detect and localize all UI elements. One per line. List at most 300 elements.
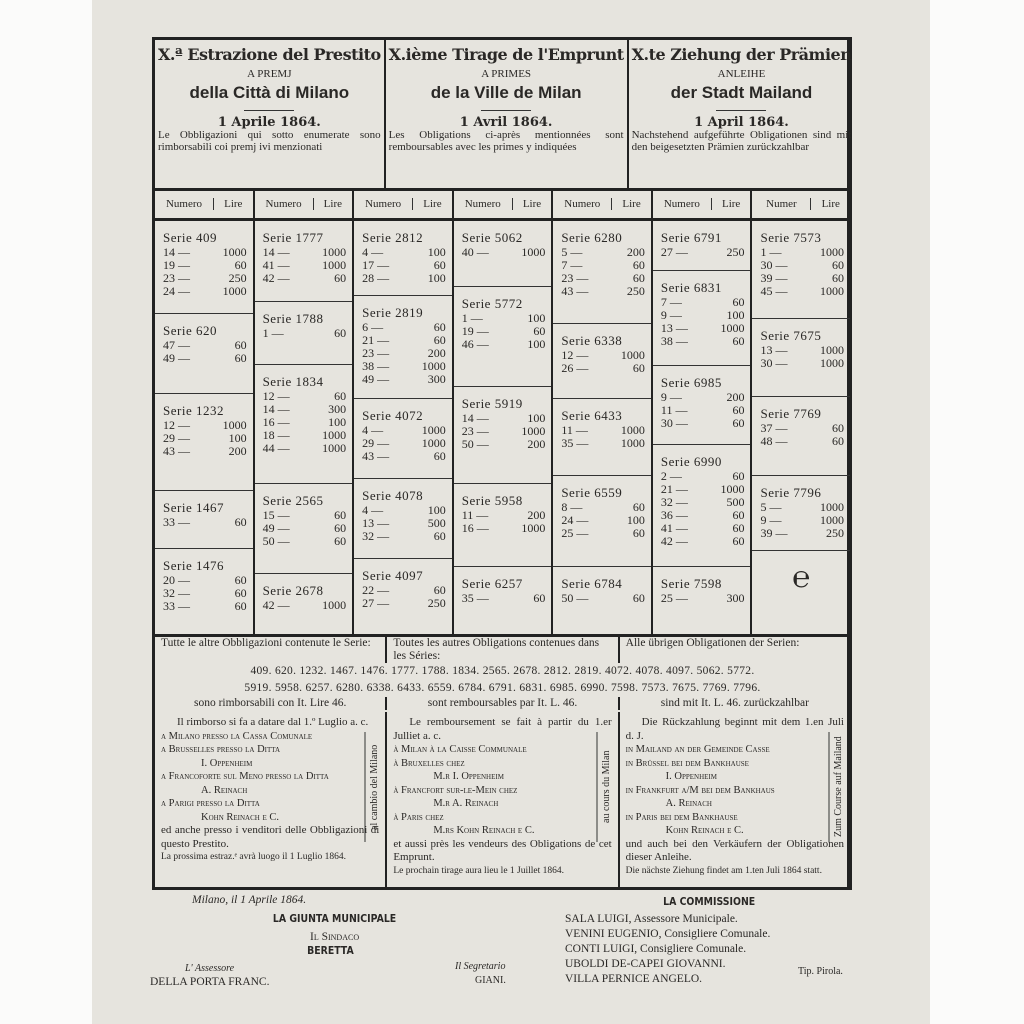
sindaco-name: BERETTA bbox=[307, 944, 354, 957]
bond-number: 38 — bbox=[660, 334, 688, 348]
series-group bbox=[653, 445, 751, 567]
series-group bbox=[752, 397, 850, 476]
payment-location: a Brusselles presso la Ditta bbox=[161, 744, 281, 755]
prize-amount: 60 bbox=[234, 586, 247, 600]
prize-amount: 100 bbox=[527, 311, 546, 325]
bond-number: 29 — bbox=[163, 431, 190, 445]
table-column bbox=[255, 190, 355, 634]
bond-number: 49 — bbox=[163, 351, 190, 365]
payment-location: à Milan à la Caisse Communale bbox=[393, 744, 527, 755]
header-title: X.ª Estrazione del Prestito bbox=[158, 45, 381, 64]
bond-number: 37 — bbox=[760, 421, 788, 435]
series-name: Serie 1777 bbox=[262, 230, 324, 245]
prize-amount: 200 bbox=[726, 390, 745, 404]
prize-amount: 60 bbox=[234, 515, 247, 529]
bond-number: 15 — bbox=[262, 508, 290, 522]
prize-amount: 100 bbox=[427, 503, 446, 517]
bond-number: 32 — bbox=[660, 495, 688, 509]
bond-number: 4 — bbox=[362, 503, 384, 517]
prize-amount: 200 bbox=[626, 245, 645, 259]
bond-number: 23 — bbox=[163, 271, 190, 285]
prize-row bbox=[661, 592, 745, 605]
prize-amount: 60 bbox=[732, 334, 745, 348]
prize-amount: 60 bbox=[732, 416, 745, 430]
prize-amount: 60 bbox=[234, 573, 247, 587]
bond-number: 42 — bbox=[660, 534, 688, 548]
bond-number: 32 — bbox=[362, 529, 390, 543]
series-group bbox=[454, 221, 552, 287]
prize-row bbox=[760, 435, 844, 448]
commission-member: VENINI EUGENIO, Consigliere Comunale. bbox=[565, 928, 771, 940]
series-group bbox=[553, 399, 651, 476]
bond-number: 20 — bbox=[163, 573, 190, 587]
printer-mark: Tip. Pirola. bbox=[798, 966, 843, 977]
bond-number: 9 — bbox=[660, 308, 682, 322]
header-date: 1 April 1864. bbox=[694, 115, 789, 130]
column-header-lire: Lire bbox=[622, 198, 641, 210]
place-date: Milano, il 1 Aprile 1864. bbox=[192, 894, 307, 906]
prize-amount: 200 bbox=[427, 346, 446, 360]
prize-amount: 250 bbox=[826, 526, 845, 540]
header-text: Le Obbligazioni qui sotto enumerate sono rimborsabili coi premj ivi menzionati bbox=[158, 129, 381, 153]
prize-row bbox=[263, 599, 347, 612]
giunta-title: LA GIUNTA MUNICIPALE bbox=[272, 912, 397, 925]
prize-amount: 500 bbox=[726, 495, 745, 509]
prize-row bbox=[462, 246, 546, 259]
series-list-line-2: 5919. 5958. 6257. 6280. 6338. 6433. 6559. 6784. 6791. 6831. 6985. 6990. 7598. 7573. 7675. 7769. 7796. bbox=[244, 682, 761, 694]
header-row bbox=[155, 40, 850, 191]
series-name: Serie 7675 bbox=[760, 328, 822, 343]
series-group bbox=[454, 287, 552, 387]
payment-location: a Francoforte sul Meno presso la Ditta bbox=[161, 771, 329, 782]
bond-number: 41 — bbox=[262, 258, 290, 272]
bond-number: 9 — bbox=[760, 513, 782, 527]
table-column bbox=[354, 190, 454, 634]
assessore-title: L' Assessore bbox=[185, 963, 235, 974]
bond-number: 13 — bbox=[760, 343, 788, 357]
column-header-numero: Numero bbox=[155, 198, 214, 210]
prize-amount: 100 bbox=[228, 431, 247, 445]
bond-number: 14 — bbox=[163, 245, 190, 259]
other-bonds-it: Tutte le altre Obbligazioni contenute le Serie: bbox=[155, 637, 387, 663]
segretario-name: GIANI. bbox=[475, 975, 506, 986]
payment-location: à Paris chez bbox=[393, 811, 444, 823]
payment-location: M.rs Kohn Reinach e C. bbox=[433, 825, 535, 836]
prize-amount: 100 bbox=[527, 337, 546, 351]
ornament-flourish: ℮ bbox=[792, 561, 811, 594]
payment-location: A. Reinach bbox=[201, 784, 248, 796]
bond-number: 35 — bbox=[461, 591, 489, 605]
prize-amount: 1000 bbox=[222, 418, 247, 432]
payment-outro: et aussi près les vendeurs des Obligations de cet Emprunt. bbox=[393, 837, 612, 863]
prize-row bbox=[163, 285, 247, 298]
header-cell bbox=[629, 40, 855, 188]
commissione-title: LA COMMISSIONE bbox=[663, 895, 756, 908]
bond-number: 25 — bbox=[660, 591, 688, 605]
next-draw-note: Die nächste Ziehung findet am 1.ten Juli 1864 statt. bbox=[625, 865, 822, 876]
column-header-numero: Numero bbox=[653, 198, 712, 210]
commission-members bbox=[565, 912, 770, 987]
series-group bbox=[255, 365, 353, 484]
series-group bbox=[553, 567, 651, 631]
column-header-lire: Lire bbox=[224, 198, 243, 210]
series-group bbox=[752, 319, 850, 397]
prize-amount: 500 bbox=[427, 516, 446, 530]
column-header-numero: Numer bbox=[752, 198, 811, 210]
series-group bbox=[752, 221, 850, 319]
bond-number: 42 — bbox=[262, 271, 290, 285]
column-header-lire: Lire bbox=[423, 198, 442, 210]
prize-amount: 60 bbox=[234, 338, 247, 352]
payment-location: Kohn Reinach e C. bbox=[665, 825, 744, 836]
exchange-note: au cours du Milan bbox=[597, 732, 614, 842]
prize-amount: 1000 bbox=[820, 284, 845, 298]
series-name: Serie 2819 bbox=[362, 305, 424, 320]
header-subtitle: A PRIMES bbox=[481, 68, 532, 80]
prize-row bbox=[462, 522, 546, 535]
prize-amount: 60 bbox=[732, 403, 745, 417]
series-name: Serie 6338 bbox=[561, 333, 623, 348]
prize-row bbox=[163, 445, 247, 458]
commission-member: SALA LUIGI, Assessore Municipale. bbox=[565, 913, 738, 925]
bond-number: 35 — bbox=[561, 436, 589, 450]
bond-number: 38 — bbox=[362, 359, 390, 373]
prize-amount: 1000 bbox=[620, 348, 645, 362]
bond-number: 21 — bbox=[660, 482, 688, 496]
column-header-lire: Lire bbox=[323, 198, 342, 210]
column-header-numero: Numero bbox=[255, 198, 314, 210]
series-group bbox=[255, 574, 353, 631]
bond-number: 24 — bbox=[561, 513, 589, 527]
prize-amount: 300 bbox=[726, 591, 745, 605]
bond-number: 23 — bbox=[461, 424, 489, 438]
bond-number: 12 — bbox=[262, 389, 290, 403]
bond-number: 5 — bbox=[561, 245, 583, 259]
bond-number: 24 — bbox=[163, 284, 190, 298]
header-subtitle: ANLEIHE bbox=[717, 68, 766, 80]
payment-section bbox=[155, 712, 850, 888]
prize-amount: 100 bbox=[427, 271, 446, 285]
column-header-numero: Numero bbox=[553, 198, 612, 210]
prize-amount: 60 bbox=[334, 521, 347, 535]
header-divider bbox=[244, 110, 294, 111]
prize-row bbox=[362, 272, 446, 285]
series-name: Serie 6784 bbox=[561, 576, 623, 591]
bond-number: 19 — bbox=[461, 324, 489, 338]
header-date: 1 Aprile 1864. bbox=[217, 115, 321, 130]
payment-column bbox=[620, 712, 850, 888]
prize-amount: 1000 bbox=[521, 245, 546, 259]
bond-number: 4 — bbox=[362, 245, 384, 259]
prize-row bbox=[263, 272, 347, 285]
bond-number: 14 — bbox=[262, 245, 290, 259]
bond-number: 13 — bbox=[660, 321, 688, 335]
prize-amount: 60 bbox=[433, 320, 446, 334]
prize-row bbox=[362, 450, 446, 463]
payment-outro: ed anche presso i venditori delle Obbligazioni di questo Prestito. bbox=[161, 824, 380, 850]
commission-member: VILLA PERNICE ANGELO. bbox=[565, 973, 703, 985]
payment-location: in Frankfurt a/M bei dem Bankhaus bbox=[625, 784, 775, 796]
prize-amount: 60 bbox=[732, 295, 745, 309]
series-name: Serie 7573 bbox=[760, 230, 822, 245]
prize-amount: 60 bbox=[234, 258, 247, 272]
series-name: Serie 409 bbox=[163, 230, 217, 245]
bond-number: 11 — bbox=[561, 423, 588, 437]
prize-amount: 200 bbox=[527, 508, 546, 522]
bond-number: 33 — bbox=[163, 599, 190, 613]
bond-number: 14 — bbox=[262, 402, 290, 416]
series-group bbox=[653, 567, 751, 631]
payment-location: a Parigi presso la Ditta bbox=[161, 798, 260, 809]
payment-location: I. Oppenheim bbox=[201, 757, 253, 769]
bond-number: 50 — bbox=[561, 591, 589, 605]
prize-amount: 250 bbox=[228, 271, 247, 285]
bond-number: 25 — bbox=[561, 526, 589, 540]
bond-number: 50 — bbox=[262, 534, 290, 548]
series-name: Serie 1834 bbox=[262, 374, 324, 389]
header-title: X.te Ziehung der Prämien bbox=[631, 45, 852, 64]
prize-row bbox=[760, 285, 844, 298]
table-column bbox=[454, 190, 554, 634]
table-column bbox=[155, 190, 255, 634]
prize-amount: 60 bbox=[433, 333, 446, 347]
refund-amount-de: sind mit It. L. 46. zurückzahlbar bbox=[660, 697, 809, 709]
prize-row bbox=[760, 357, 844, 370]
prize-amount: 1000 bbox=[222, 245, 247, 259]
exchange-note: al cambio del Milano bbox=[365, 732, 382, 842]
prize-amount: 60 bbox=[533, 324, 546, 338]
header-subtitle: A PREMJ bbox=[247, 68, 292, 80]
column-header-numero: Numero bbox=[454, 198, 513, 210]
segretario-title: Il Segretario bbox=[455, 961, 506, 972]
prize-amount: 1000 bbox=[820, 245, 845, 259]
column-header-lire: Lire bbox=[522, 198, 542, 210]
series-name: Serie 6559 bbox=[561, 485, 623, 500]
bond-number: 8 — bbox=[561, 500, 583, 514]
payment-column bbox=[155, 712, 387, 888]
bond-number: 41 — bbox=[660, 521, 688, 535]
prize-amount: 1000 bbox=[521, 424, 546, 438]
prize-amount: 1000 bbox=[421, 359, 446, 373]
payment-location: à Bruxelles chez bbox=[393, 757, 465, 769]
bond-number: 9 — bbox=[660, 390, 682, 404]
prize-row bbox=[661, 535, 745, 548]
payment-intro: Il rimborso si fa a datare dal 1.º Luglio a. c. bbox=[177, 716, 369, 728]
series-group bbox=[155, 221, 253, 314]
column-header bbox=[653, 190, 751, 221]
prize-amount: 60 bbox=[433, 449, 446, 463]
sindaco-title: Il Sindaco bbox=[310, 931, 360, 943]
bond-number: 2 — bbox=[660, 469, 682, 483]
bond-number: 1 — bbox=[760, 245, 782, 259]
prize-row bbox=[263, 442, 347, 455]
bond-number: 43 — bbox=[561, 284, 589, 298]
prize-amount: 1000 bbox=[322, 245, 347, 259]
column-header bbox=[155, 190, 253, 221]
series-name: Serie 4072 bbox=[362, 408, 424, 423]
column-header bbox=[454, 190, 552, 221]
series-group bbox=[354, 559, 452, 631]
prize-amount: 200 bbox=[527, 437, 546, 451]
payment-location: M.r I. Oppenheim bbox=[433, 771, 504, 782]
prize-row bbox=[561, 437, 645, 450]
prize-amount: 1000 bbox=[421, 423, 446, 437]
column-header-lire: Lire bbox=[721, 198, 741, 210]
bond-number: 49 — bbox=[262, 521, 290, 535]
prize-amount: 250 bbox=[427, 596, 446, 610]
payment-location: a Milano presso la Cassa Comunale bbox=[161, 730, 313, 742]
payment-location: A. Reinach bbox=[665, 798, 712, 809]
prize-amount: 100 bbox=[328, 415, 347, 429]
header-title: X.ième Tirage de l'Emprunt bbox=[388, 45, 624, 64]
header-text: Nachstehend aufgeführte Obligationen sind mit den beigesetzten Prämien zurückzahlbar bbox=[631, 129, 852, 153]
bond-number: 36 — bbox=[660, 508, 688, 522]
prize-amount: 100 bbox=[427, 245, 446, 259]
bond-number: 30 — bbox=[760, 258, 788, 272]
prize-amount: 60 bbox=[632, 271, 645, 285]
prize-amount: 60 bbox=[632, 591, 645, 605]
prize-amount: 1000 bbox=[322, 428, 347, 442]
prize-row bbox=[561, 285, 645, 298]
series-name: Serie 7769 bbox=[760, 406, 822, 421]
prize-amount: 1000 bbox=[720, 321, 745, 335]
header-cell bbox=[155, 40, 386, 188]
bond-number: 30 — bbox=[760, 356, 788, 370]
series-group bbox=[354, 399, 452, 479]
prize-row bbox=[561, 527, 645, 540]
bond-number: 40 — bbox=[461, 245, 489, 259]
series-group bbox=[454, 484, 552, 567]
prize-row bbox=[462, 592, 546, 605]
prize-amount: 60 bbox=[433, 529, 446, 543]
prize-amount: 60 bbox=[234, 599, 247, 613]
prize-amount: 1000 bbox=[222, 284, 247, 298]
draw-results-table bbox=[155, 190, 850, 637]
bond-number: 11 — bbox=[660, 403, 688, 417]
column-header bbox=[752, 190, 850, 221]
column-header-lire: Lire bbox=[821, 198, 840, 210]
payment-location: I. Oppenheim bbox=[665, 771, 717, 782]
prize-amount: 60 bbox=[832, 258, 845, 272]
bond-number: 21 — bbox=[362, 333, 390, 347]
series-name: Serie 6985 bbox=[660, 375, 722, 390]
series-group bbox=[255, 221, 353, 302]
prize-amount: 100 bbox=[626, 513, 645, 527]
series-group bbox=[553, 476, 651, 567]
prize-amount: 60 bbox=[433, 258, 446, 272]
other-bonds-de: Alle übrigen Obligationen der Serien: bbox=[625, 637, 800, 649]
prize-amount: 250 bbox=[726, 245, 745, 259]
series-group bbox=[354, 221, 452, 296]
prize-amount: 60 bbox=[832, 421, 845, 435]
bond-number: 39 — bbox=[760, 271, 788, 285]
table-column bbox=[553, 190, 653, 634]
column-header-numero: Numero bbox=[354, 198, 413, 210]
prize-row bbox=[163, 600, 247, 613]
prize-amount: 1000 bbox=[820, 513, 845, 527]
prize-amount: 60 bbox=[234, 351, 247, 365]
series-name: Serie 1467 bbox=[163, 500, 224, 515]
prize-amount: 1000 bbox=[820, 500, 845, 514]
bond-number: 19 — bbox=[163, 258, 190, 272]
bond-number: 43 — bbox=[362, 449, 390, 463]
prize-amount: 1000 bbox=[820, 343, 845, 357]
series-name: Serie 5772 bbox=[461, 296, 523, 311]
series-group bbox=[454, 567, 552, 631]
bond-number: 13 — bbox=[362, 516, 390, 530]
series-name: Serie 6831 bbox=[660, 280, 722, 295]
prize-row bbox=[163, 516, 247, 529]
prize-amount: 60 bbox=[832, 271, 845, 285]
bond-number: 14 — bbox=[461, 411, 489, 425]
header-city: della Città di Milano bbox=[189, 83, 350, 102]
payment-location: in Mailand an der Gemeinde Casse bbox=[625, 744, 770, 755]
payment-intro: Le remboursement se fait à partir du 1.er Julliet a. c. bbox=[393, 716, 612, 742]
prize-amount: 1000 bbox=[820, 356, 845, 370]
series-group bbox=[653, 366, 751, 445]
prize-row bbox=[760, 527, 844, 540]
prize-amount: 1000 bbox=[620, 423, 645, 437]
bond-number: 49 — bbox=[362, 372, 390, 386]
series-name: Serie 7598 bbox=[660, 576, 722, 591]
prize-amount: 1000 bbox=[620, 436, 645, 450]
bond-number: 1 — bbox=[262, 326, 284, 340]
header-date: 1 Avril 1864. bbox=[459, 115, 553, 130]
bond-number: 48 — bbox=[760, 434, 788, 448]
bond-number: 46 — bbox=[461, 337, 489, 351]
bond-number: 12 — bbox=[163, 418, 190, 432]
series-list-line-1: 409. 620. 1232. 1467. 1476. 1777. 1788. 1834. 2565. 2678. 2812. 2819. 4072. 4078. 4097. 5062. 5772. bbox=[250, 665, 755, 677]
bond-number: 43 — bbox=[163, 444, 190, 458]
prize-amount: 60 bbox=[732, 508, 745, 522]
other-bonds-fr: Toutes les autres Obligations contenues dans les Séries: bbox=[387, 637, 619, 663]
bond-number: 30 — bbox=[660, 416, 688, 430]
bond-number: 47 — bbox=[163, 338, 190, 352]
prize-amount: 100 bbox=[726, 308, 745, 322]
bond-number: 45 — bbox=[760, 284, 788, 298]
prize-amount: 60 bbox=[433, 583, 446, 597]
bond-number: 29 — bbox=[362, 436, 390, 450]
header-city: de la Ville de Milan bbox=[430, 83, 582, 102]
bond-number: 4 — bbox=[362, 423, 384, 437]
series-name: Serie 5919 bbox=[461, 396, 523, 411]
prize-amount: 1000 bbox=[521, 521, 546, 535]
prize-amount: 1000 bbox=[322, 441, 347, 455]
series-group bbox=[553, 324, 651, 399]
bond-number: 5 — bbox=[760, 500, 782, 514]
prize-row bbox=[561, 362, 645, 375]
series-name: Serie 6990 bbox=[660, 454, 722, 469]
series-group bbox=[155, 491, 253, 549]
table-column bbox=[653, 190, 753, 634]
bond-number: 11 — bbox=[461, 508, 489, 522]
bond-number: 7 — bbox=[561, 258, 583, 272]
series-group bbox=[155, 549, 253, 631]
payment-location: Kohn Reinach e C. bbox=[201, 811, 279, 823]
prize-amount: 60 bbox=[632, 361, 645, 375]
bond-number: 32 — bbox=[163, 586, 190, 600]
series-name: Serie 1476 bbox=[163, 558, 224, 573]
assessore-name: DELLA PORTA FRANC. bbox=[150, 976, 270, 988]
series-group bbox=[553, 221, 651, 324]
bond-number: 27 — bbox=[660, 245, 688, 259]
table-column bbox=[752, 190, 850, 634]
bond-number: 23 — bbox=[561, 271, 589, 285]
bond-number: 28 — bbox=[362, 271, 390, 285]
prize-amount: 60 bbox=[632, 258, 645, 272]
prize-row bbox=[661, 335, 745, 348]
header-divider bbox=[481, 110, 531, 111]
